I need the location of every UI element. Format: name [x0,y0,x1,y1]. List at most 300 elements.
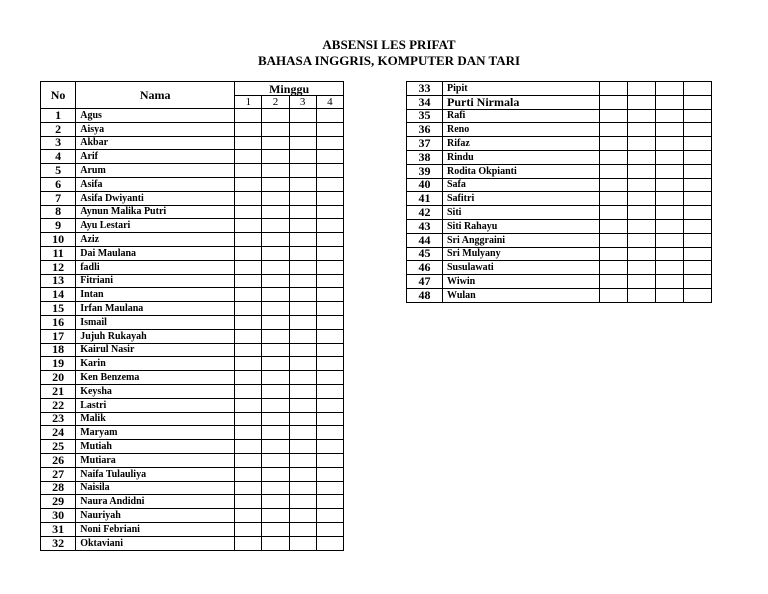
attendance-cell-week-2[interactable] [262,398,289,412]
table-row [407,288,712,302]
attendance-cell-week-1[interactable] [600,109,628,123]
attendance-cell-week-2[interactable] [262,481,289,495]
attendance-cell-week-4[interactable] [316,164,343,178]
attendance-cell-week-3[interactable] [289,315,316,329]
row-number: 25 [41,440,76,454]
attendance-cell-week-1[interactable] [600,275,628,289]
attendance-cell-week-1[interactable] [235,536,262,550]
table-row [41,384,344,398]
attendance-cell-week-4[interactable] [316,536,343,550]
attendance-cell-week-1[interactable] [235,329,262,343]
document-subtitle: BAHASA INGGRIS, KOMPUTER DAN TARI [257,53,521,68]
attendance-cell-week-3[interactable] [289,109,316,123]
row-number: 36 [407,123,443,137]
attendance-cell-week-2[interactable] [262,509,289,523]
attendance-cell-week-1[interactable] [235,481,262,495]
table-row [41,274,344,288]
attendance-cell-week-4[interactable] [684,137,712,151]
student-name: Keysha [76,384,235,398]
table-row [407,164,712,178]
student-name: Rifaz [443,137,600,151]
attendance-cell-week-1[interactable] [600,233,628,247]
row-number: 22 [41,398,76,412]
document-title: ABSENSI LES PRIFAT [322,37,456,52]
row-number: 41 [407,192,443,206]
attendance-cell-week-3[interactable] [289,122,316,136]
attendance-cell-week-1[interactable] [235,302,262,316]
attendance-cell-week-1[interactable] [235,122,262,136]
table-row [41,426,344,440]
attendance-cell-week-3[interactable] [289,522,316,536]
student-name: Jujuh Rukayah [76,329,235,343]
table-row [41,398,344,412]
attendance-cell-week-3[interactable] [656,137,684,151]
student-name: Oktaviani [76,536,235,550]
row-number: 1 [41,109,76,123]
attendance-cell-week-2[interactable] [628,123,656,137]
attendance-cell-week-1[interactable] [235,522,262,536]
student-name: Lastri [76,398,235,412]
student-name: Rindu [443,150,600,164]
table-row [41,522,344,536]
attendance-cell-week-4[interactable] [684,219,712,233]
attendance-cell-week-3[interactable] [289,412,316,426]
attendance-cell-week-4[interactable] [316,288,343,302]
attendance-cell-week-1[interactable] [235,246,262,260]
row-number: 7 [41,191,76,205]
attendance-cell-week-1[interactable] [235,357,262,371]
attendance-cell-week-4[interactable] [316,522,343,536]
table-row [41,260,344,274]
attendance-cell-week-3[interactable] [656,261,684,275]
attendance-cell-week-2[interactable] [628,192,656,206]
attendance-cell-week-3[interactable] [656,275,684,289]
attendance-cell-week-1[interactable] [600,164,628,178]
row-number: 20 [41,371,76,385]
attendance-cell-week-2[interactable] [262,453,289,467]
row-number: 30 [41,509,76,523]
table-row [407,137,712,151]
attendance-cell-week-2[interactable] [262,302,289,316]
student-name: Noni Febriani [76,522,235,536]
attendance-cell-week-1[interactable] [235,440,262,454]
attendance-cell-week-2[interactable] [628,219,656,233]
attendance-cell-week-3[interactable] [656,150,684,164]
attendance-cell-week-1[interactable] [235,260,262,274]
attendance-cell-week-3[interactable] [289,205,316,219]
attendance-cell-week-4[interactable] [316,426,343,440]
row-number: 38 [407,150,443,164]
attendance-cell-week-2[interactable] [262,371,289,385]
attendance-cell-week-2[interactable] [262,440,289,454]
attendance-cell-week-2[interactable] [628,275,656,289]
attendance-cell-week-1[interactable] [235,412,262,426]
table-row [41,495,344,509]
attendance-cell-week-4[interactable] [316,384,343,398]
attendance-cell-week-1[interactable] [235,177,262,191]
student-name: fadli [76,260,235,274]
attendance-cell-week-3[interactable] [656,219,684,233]
table-row [407,275,712,289]
attendance-cell-week-4[interactable] [684,82,712,96]
row-number: 15 [41,302,76,316]
attendance-cell-week-3[interactable] [289,329,316,343]
attendance-cell-week-1[interactable] [235,109,262,123]
attendance-cell-week-3[interactable] [656,82,684,96]
attendance-cell-week-3[interactable] [656,109,684,123]
attendance-cell-week-4[interactable] [684,247,712,261]
table-row [41,122,344,136]
attendance-cell-week-4[interactable] [684,192,712,206]
table-row [41,302,344,316]
student-name: Kairul Nasir [76,343,235,357]
attendance-cell-week-2[interactable] [262,246,289,260]
table-row [407,206,712,220]
row-number: 16 [41,315,76,329]
student-name: Wiwin [443,275,600,289]
attendance-cell-week-4[interactable] [316,357,343,371]
attendance-cell-week-4[interactable] [316,260,343,274]
student-name: Safitri [443,192,600,206]
attendance-cell-week-4[interactable] [316,509,343,523]
row-number: 21 [41,384,76,398]
row-number: 27 [41,467,76,481]
student-name: Malik [76,412,235,426]
student-name: Mutiah [76,440,235,454]
student-name: Sri Mulyany [443,247,600,261]
row-number: 31 [41,522,76,536]
attendance-cell-week-1[interactable] [600,95,628,109]
attendance-cell-week-4[interactable] [316,150,343,164]
attendance-cell-week-3[interactable] [289,177,316,191]
attendance-cell-week-4[interactable] [316,219,343,233]
attendance-cell-week-4[interactable] [316,302,343,316]
row-number: 18 [41,343,76,357]
student-name: Asifa Dwiyanti [76,191,235,205]
student-name: Ken Benzema [76,371,235,385]
attendance-cell-week-2[interactable] [262,384,289,398]
attendance-cell-week-2[interactable] [628,82,656,96]
attendance-cell-week-4[interactable] [316,191,343,205]
student-name: Karin [76,357,235,371]
attendance-cell-week-4[interactable] [316,398,343,412]
attendance-cell-week-1[interactable] [600,192,628,206]
attendance-cell-week-3[interactable] [289,219,316,233]
attendance-cell-week-2[interactable] [262,164,289,178]
row-number: 23 [41,412,76,426]
table-row [41,191,344,205]
attendance-cell-week-1[interactable] [235,136,262,150]
attendance-cell-week-1[interactable] [235,315,262,329]
attendance-cell-week-1[interactable] [600,261,628,275]
attendance-cell-week-2[interactable] [262,177,289,191]
student-name: Nauriyah [76,509,235,523]
attendance-cell-week-4[interactable] [684,275,712,289]
attendance-cell-week-4[interactable] [316,467,343,481]
attendance-cell-week-1[interactable] [600,288,628,302]
attendance-cell-week-2[interactable] [262,136,289,150]
attendance-cell-week-3[interactable] [289,426,316,440]
row-number: 44 [407,233,443,247]
table-row [41,412,344,426]
attendance-cell-week-3[interactable] [289,398,316,412]
attendance-cell-week-1[interactable] [235,398,262,412]
table-row [41,164,344,178]
attendance-cell-week-4[interactable] [684,123,712,137]
attendance-cell-week-4[interactable] [316,136,343,150]
attendance-cell-week-4[interactable] [316,453,343,467]
table-row [41,315,344,329]
table-row [41,177,344,191]
attendance-cell-week-4[interactable] [684,261,712,275]
student-name: Arif [76,150,235,164]
attendance-cell-week-3[interactable] [289,150,316,164]
attendance-cell-week-2[interactable] [628,137,656,151]
attendance-cell-week-4[interactable] [684,206,712,220]
attendance-cell-week-2[interactable] [628,95,656,109]
table-row [41,440,344,454]
row-number: 12 [41,260,76,274]
attendance-cell-week-4[interactable] [316,122,343,136]
row-number: 40 [407,178,443,192]
attendance-cell-week-1[interactable] [235,233,262,247]
attendance-cell-week-4[interactable] [316,315,343,329]
attendance-cell-week-2[interactable] [628,178,656,192]
attendance-cell-week-2[interactable] [262,191,289,205]
attendance-cell-week-3[interactable] [289,302,316,316]
attendance-cell-week-2[interactable] [262,122,289,136]
attendance-cell-week-3[interactable] [289,233,316,247]
student-name: Irfan Maulana [76,302,235,316]
attendance-table-right [406,81,712,303]
table-row [407,150,712,164]
attendance-cell-week-2[interactable] [262,150,289,164]
row-number: 39 [407,164,443,178]
table-row [407,233,712,247]
attendance-cell-week-1[interactable] [600,247,628,261]
attendance-cell-week-4[interactable] [684,150,712,164]
attendance-cell-week-1[interactable] [235,205,262,219]
attendance-cell-week-1[interactable] [235,219,262,233]
attendance-cell-week-2[interactable] [262,522,289,536]
attendance-cell-week-4[interactable] [316,233,343,247]
attendance-cell-week-4[interactable] [684,109,712,123]
attendance-cell-week-4[interactable] [316,205,343,219]
attendance-cell-week-4[interactable] [684,95,712,109]
attendance-cell-week-3[interactable] [656,123,684,137]
attendance-cell-week-4[interactable] [684,164,712,178]
attendance-cell-week-2[interactable] [262,412,289,426]
attendance-cell-week-3[interactable] [289,509,316,523]
attendance-cell-week-2[interactable] [262,109,289,123]
attendance-cell-week-3[interactable] [656,178,684,192]
attendance-cell-week-2[interactable] [262,536,289,550]
attendance-cell-week-3[interactable] [656,233,684,247]
attendance-cell-week-1[interactable] [235,371,262,385]
attendance-cell-week-1[interactable] [235,343,262,357]
attendance-cell-week-2[interactable] [262,467,289,481]
attendance-cell-week-1[interactable] [600,178,628,192]
student-name: Agus [76,109,235,123]
attendance-cell-week-3[interactable] [656,206,684,220]
attendance-cell-week-1[interactable] [235,191,262,205]
table-row [407,82,712,96]
student-name: Wulan [443,288,600,302]
table-row [41,205,344,219]
row-number: 45 [407,247,443,261]
attendance-cell-week-1[interactable] [235,274,262,288]
attendance-cell-week-3[interactable] [289,246,316,260]
attendance-cell-week-3[interactable] [656,164,684,178]
attendance-cell-week-2[interactable] [262,260,289,274]
attendance-cell-week-4[interactable] [316,412,343,426]
attendance-cell-week-2[interactable] [262,219,289,233]
row-number: 3 [41,136,76,150]
attendance-cell-week-4[interactable] [684,288,712,302]
attendance-cell-week-2[interactable] [262,288,289,302]
attendance-cell-week-3[interactable] [289,136,316,150]
attendance-cell-week-3[interactable] [656,288,684,302]
attendance-cell-week-1[interactable] [600,137,628,151]
attendance-cell-week-4[interactable] [316,109,343,123]
student-name: Naifa Tulauliya [76,467,235,481]
student-name: Reno [443,123,600,137]
attendance-cell-week-3[interactable] [289,481,316,495]
attendance-cell-week-1[interactable] [600,123,628,137]
attendance-cell-week-3[interactable] [289,164,316,178]
attendance-cell-week-3[interactable] [289,467,316,481]
attendance-cell-week-2[interactable] [262,329,289,343]
attendance-cell-week-1[interactable] [235,164,262,178]
attendance-cell-week-4[interactable] [316,440,343,454]
attendance-cell-week-1[interactable] [235,467,262,481]
student-name: Rafi [443,109,600,123]
attendance-cell-week-3[interactable] [656,95,684,109]
attendance-cell-week-3[interactable] [289,357,316,371]
attendance-cell-week-1[interactable] [235,495,262,509]
row-number: 28 [41,481,76,495]
attendance-cell-week-2[interactable] [628,233,656,247]
attendance-cell-week-4[interactable] [316,481,343,495]
attendance-cell-week-1[interactable] [235,453,262,467]
attendance-cell-week-2[interactable] [262,426,289,440]
attendance-cell-week-2[interactable] [262,315,289,329]
attendance-cell-week-1[interactable] [235,150,262,164]
attendance-cell-week-3[interactable] [656,247,684,261]
attendance-cell-week-3[interactable] [289,274,316,288]
attendance-cell-week-2[interactable] [262,205,289,219]
row-number: 42 [407,206,443,220]
attendance-cell-week-3[interactable] [289,440,316,454]
attendance-cell-week-2[interactable] [628,206,656,220]
header-no: No [41,82,76,109]
attendance-cell-week-2[interactable] [628,109,656,123]
attendance-cell-week-3[interactable] [656,192,684,206]
row-number: 13 [41,274,76,288]
attendance-cell-week-3[interactable] [289,343,316,357]
table-row [41,233,344,247]
row-number: 11 [41,246,76,260]
header-nama: Nama [76,82,235,109]
header-week-1: 1 [235,96,262,109]
student-name: Purti Nirmala [443,95,600,109]
student-name: Fitriani [76,274,235,288]
attendance-cell-week-3[interactable] [289,536,316,550]
attendance-cell-week-1[interactable] [235,426,262,440]
attendance-cell-week-4[interactable] [316,274,343,288]
row-number: 24 [41,426,76,440]
attendance-cell-week-3[interactable] [289,191,316,205]
attendance-cell-week-4[interactable] [316,495,343,509]
table-row [407,123,712,137]
table-row [41,288,344,302]
student-name: Asifa [76,177,235,191]
row-number: 47 [407,275,443,289]
table-row [41,481,344,495]
attendance-cell-week-2[interactable] [628,247,656,261]
row-number: 8 [41,205,76,219]
attendance-cell-week-1[interactable] [235,288,262,302]
row-number: 46 [407,261,443,275]
attendance-cell-week-3[interactable] [289,260,316,274]
header-week-4: 4 [316,96,343,109]
attendance-cell-week-4[interactable] [316,329,343,343]
attendance-cell-week-2[interactable] [262,233,289,247]
attendance-cell-week-2[interactable] [628,261,656,275]
attendance-cell-week-2[interactable] [628,150,656,164]
attendance-cell-week-2[interactable] [628,164,656,178]
attendance-table-left [40,81,344,551]
row-number: 26 [41,453,76,467]
attendance-cell-week-1[interactable] [600,219,628,233]
attendance-cell-week-4[interactable] [684,178,712,192]
table-row [407,178,712,192]
attendance-cell-week-2[interactable] [262,343,289,357]
attendance-cell-week-3[interactable] [289,495,316,509]
student-name: Aynun Malika Putri [76,205,235,219]
row-number: 17 [41,329,76,343]
attendance-cell-week-4[interactable] [684,233,712,247]
attendance-cell-week-2[interactable] [262,495,289,509]
attendance-cell-week-4[interactable] [316,343,343,357]
attendance-cell-week-3[interactable] [289,453,316,467]
attendance-cell-week-4[interactable] [316,177,343,191]
attendance-cell-week-1[interactable] [600,206,628,220]
student-name: Intan [76,288,235,302]
attendance-cell-week-2[interactable] [628,288,656,302]
row-number: 14 [41,288,76,302]
table-row [407,219,712,233]
table-row [41,329,344,343]
attendance-cell-week-1[interactable] [235,509,262,523]
attendance-cell-week-1[interactable] [235,384,262,398]
attendance-cell-week-2[interactable] [262,357,289,371]
student-name: Aisya [76,122,235,136]
table-row [41,136,344,150]
table-row [41,509,344,523]
attendance-cell-week-3[interactable] [289,371,316,385]
table-row [407,247,712,261]
attendance-cell-week-4[interactable] [316,246,343,260]
student-name: Dai Maulana [76,246,235,260]
attendance-cell-week-3[interactable] [289,384,316,398]
attendance-cell-week-4[interactable] [316,371,343,385]
attendance-cell-week-1[interactable] [600,82,628,96]
attendance-cell-week-3[interactable] [289,288,316,302]
attendance-cell-week-1[interactable] [600,150,628,164]
attendance-cell-week-2[interactable] [262,274,289,288]
student-name: Pipit [443,82,600,96]
